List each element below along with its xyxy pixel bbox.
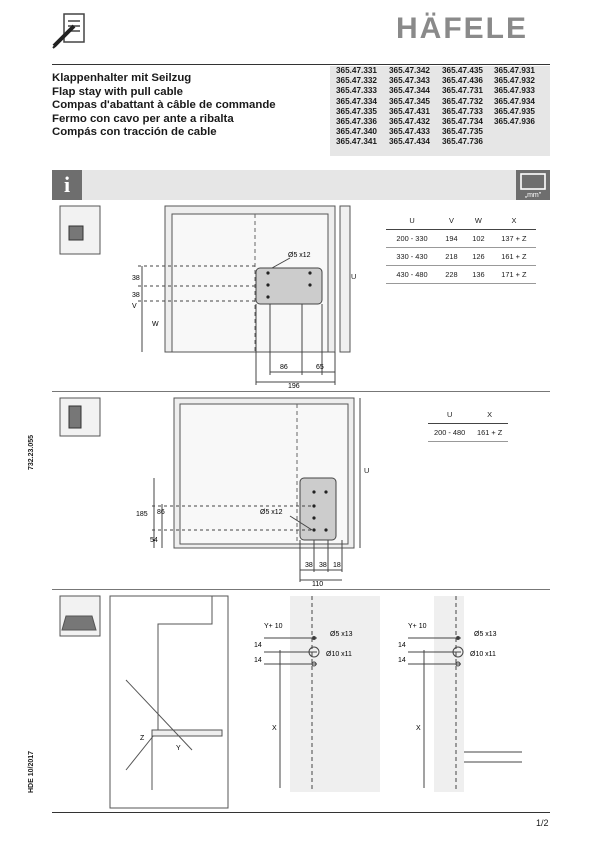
part-number: 365.47.336 — [336, 117, 377, 127]
dim-86-2: 86 — [157, 509, 165, 516]
part-number: 365.47.935 — [494, 106, 535, 116]
product-titles — [52, 72, 276, 140]
title-fr: Compas d'abattant à câble de commande — [52, 99, 276, 112]
part-number: 365.47.344 — [389, 86, 430, 96]
part-number: 365.47.732 — [442, 96, 483, 106]
page-number: 1/2 — [536, 818, 549, 828]
dim-18: 18 — [333, 562, 341, 569]
dim-185: 185 — [136, 511, 148, 518]
table-cell: 136 — [465, 266, 492, 284]
left-y-label: Y+ 10 — [264, 623, 283, 630]
dim-u-2: U — [364, 466, 370, 475]
detail-label-y: Y — [176, 745, 181, 752]
title-it: Fermo con cavo per ante a ribalta — [52, 112, 234, 125]
table2-header: U — [428, 408, 471, 424]
table-row — [386, 230, 536, 248]
part-number: 365.47.343 — [389, 76, 430, 86]
title-es: Compás con tracción de cable — [52, 126, 217, 139]
table1-header: V — [438, 214, 465, 230]
footer-divider — [52, 812, 550, 813]
part-number: 365.47.733 — [442, 106, 483, 116]
dim-w: W — [152, 321, 159, 328]
table-cell: 102 — [465, 230, 492, 248]
part-number: 365.47.735 — [442, 127, 483, 137]
part-number: 365.47.936 — [494, 117, 535, 127]
table-cell: 194 — [438, 230, 465, 248]
title-en: Flap stay with pull cable — [52, 85, 184, 98]
right-dim-14b: 14 — [398, 657, 406, 664]
part-number-column-1 — [336, 66, 377, 148]
part-number-column-3 — [442, 66, 483, 148]
dim-38a: 38 — [132, 275, 140, 282]
table-cell: 161 + Z — [492, 248, 536, 266]
right-hole-label-1: Ø5 x13 — [474, 631, 497, 638]
brand-logo: HÄFELE — [396, 12, 528, 45]
table-cell: 430 - 480 — [386, 266, 438, 284]
part-number: 365.47.334 — [336, 96, 377, 106]
part-number: 365.47.345 — [389, 96, 430, 106]
unit-label: „mm" — [524, 192, 542, 199]
dim-65: 65 — [316, 364, 324, 371]
part-number: 365.47.932 — [494, 76, 535, 86]
table-cell: 200 - 480 — [428, 424, 471, 442]
table-cell: 228 — [438, 266, 465, 284]
left-dim-14b: 14 — [254, 657, 262, 664]
part-number: 365.47.432 — [389, 117, 430, 127]
right-dim-14a: 14 — [398, 642, 406, 649]
part-number: 365.47.333 — [336, 86, 377, 96]
document-pen-icon — [52, 12, 88, 50]
table-row — [386, 248, 536, 266]
dim-u-1: U — [351, 272, 357, 281]
thumbnail-3 — [60, 596, 100, 636]
dimension-table-1 — [386, 214, 536, 284]
thumbnail-1 — [60, 206, 100, 254]
right-y-label: Y+ 10 — [408, 623, 427, 630]
part-number: 365.47.342 — [389, 66, 430, 75]
title-de: Klappenhalter mit Seilzug — [52, 72, 192, 84]
table1-header: X — [492, 214, 536, 230]
part-number: 365.47.435 — [442, 66, 483, 75]
dim-110: 110 — [312, 581, 324, 588]
part-number: 365.47.434 — [389, 137, 430, 147]
part-number: 365.47.433 — [389, 127, 430, 137]
table-cell: 137 + Z — [492, 230, 536, 248]
unit-mm-icon — [516, 170, 550, 200]
detail-label-z: Z — [140, 735, 145, 742]
part-number: 365.47.736 — [442, 137, 483, 147]
dim-54: 54 — [150, 537, 158, 544]
table-cell: 200 - 330 — [386, 230, 438, 248]
part-number-column-2 — [389, 66, 430, 148]
part-number: 365.47.431 — [389, 106, 430, 116]
mounting-diagram-1 — [52, 200, 352, 391]
right-dim-x: X — [416, 725, 421, 732]
table-row — [386, 266, 536, 284]
dim-v: V — [132, 303, 137, 310]
left-hole-label-2: Ø10 x11 — [326, 651, 352, 658]
hole-label-1: Ø5 x12 — [288, 252, 311, 259]
info-bar — [52, 170, 550, 200]
table-cell: 126 — [465, 248, 492, 266]
info-icon: i — [52, 170, 82, 200]
part-number: 365.47.335 — [336, 106, 377, 116]
left-dim-x: X — [272, 725, 277, 732]
dim-196: 196 — [288, 383, 300, 390]
table1-header: W — [465, 214, 492, 230]
thumbnail-2 — [60, 398, 100, 436]
side-document-number: 732.23.055 — [28, 434, 35, 470]
dim-38-2b: 38 — [319, 562, 327, 569]
table-row — [428, 424, 508, 442]
left-hole-label-1: Ø5 x13 — [330, 631, 353, 638]
part-number: 365.47.331 — [336, 66, 377, 75]
table2-header: X — [471, 408, 508, 424]
part-number: 365.47.734 — [442, 117, 483, 127]
right-hole-label-2: Ø10 x11 — [470, 651, 496, 658]
part-number: 365.47.436 — [442, 76, 483, 86]
table-cell: 171 + Z — [492, 266, 536, 284]
mounting-diagram-3 — [52, 590, 550, 812]
part-number: 365.47.934 — [494, 96, 535, 106]
part-number: 365.47.340 — [336, 127, 377, 137]
part-number-column-4 — [494, 66, 535, 127]
table-cell: 330 - 430 — [386, 248, 438, 266]
part-number: 365.47.931 — [494, 66, 535, 75]
part-number: 365.47.332 — [336, 76, 377, 86]
hole-label-2: Ø5 x12 — [260, 509, 283, 516]
part-number: 365.47.731 — [442, 86, 483, 96]
dim-86: 86 — [280, 364, 288, 371]
table1-header: U — [386, 214, 438, 230]
dim-38b: 38 — [132, 292, 140, 299]
left-dim-14a: 14 — [254, 642, 262, 649]
side-date: HDE 10/2017 — [28, 750, 35, 793]
header-divider — [52, 64, 550, 65]
mounting-diagram-2 — [52, 392, 362, 588]
dim-38-2a: 38 — [305, 562, 313, 569]
part-number: 365.47.933 — [494, 86, 535, 96]
table-cell: 161 + Z — [471, 424, 508, 442]
dimension-table-2 — [428, 408, 508, 442]
part-number: 365.47.341 — [336, 137, 377, 147]
table-cell: 218 — [438, 248, 465, 266]
